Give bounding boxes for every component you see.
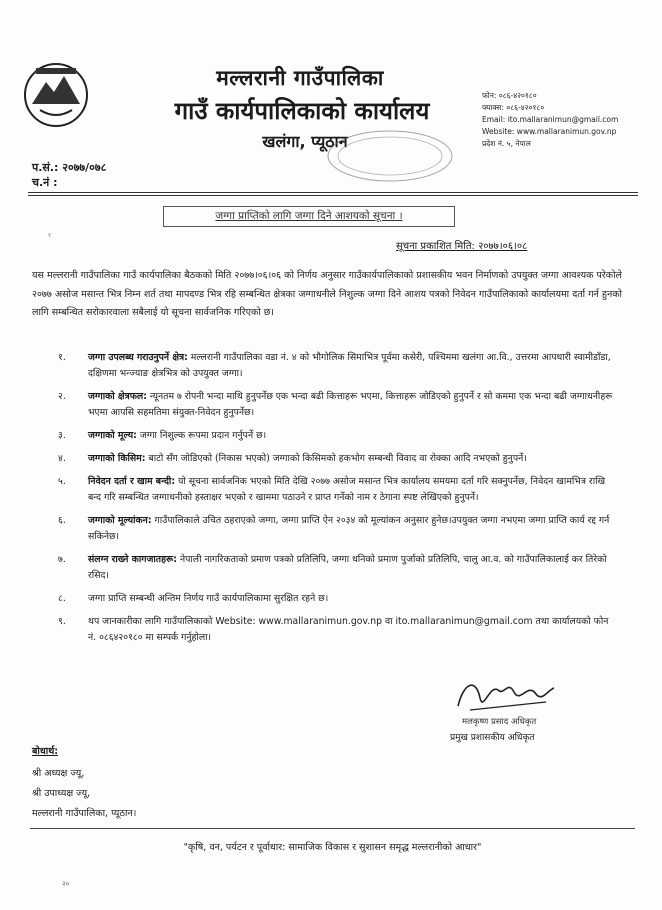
condition-lead: जग्गाको मूल्यांकन: [88, 515, 152, 526]
condition-lead: जग्गाको मूल्य: [88, 430, 137, 441]
notice-subject: जग्गा प्राप्तिको लागि जग्गा दिने आशयको सूचना । [163, 206, 455, 227]
header-title-office: गाउँ कार्यपालिकाको कार्यालय [174, 97, 430, 125]
dispatch-number: च.नं : [32, 176, 58, 189]
contact-website: Website: www.mallaranimun.gov.np [482, 127, 617, 136]
condition-lead: संलग्न राख्ने कागजातहरू: [88, 554, 177, 565]
municipality-logo [22, 62, 90, 128]
margin-mark: ˁ [48, 233, 52, 243]
notice-intro: यस मल्लरानी गाउँपालिका गाउँ कार्यपालिका बैठकको मिति २०७७।०६।०६ को निर्णय अनुसार गाउँकार्यपालिकाको प्रशासकीय भवन निर्माणको उपयुक्त जग्गा आवश्यक परेकोले २०७७ असोज मसान्त भित्र निम्न शर्त तथा मापदण्ड भित्र रहि सम्बन्धित क्षेत्रका जग्गाधनीले निशुल्क जग्गा दिने आशय पत्रको निवेदन गाउँपालिकाको कार्यालयमा दर्ता गर्न हुनको लागि सम्बन्धित सरोकारवाला सबैलाई यो सूचना सार्वजनिक गरिएको छ। [32, 270, 622, 318]
condition-lead: निवेदन दर्ता र खाम बन्दी: [88, 476, 176, 487]
condition-number: ६. [58, 515, 66, 526]
condition-text: जग्गा प्राप्ति सम्बन्धी अन्तिम निर्णय गाउँ कार्यपालिकामा सुरक्षित रहने छ। [88, 593, 329, 604]
condition-text: नेपाली नागरिकताको प्रमाण पत्रको प्रतिलिपि, जग्गा धनिको प्रमाण पुर्जाको प्रतिलिपि, चालु आ.व. को गाउँपालिकालाई कर तिरेको रसिद। [88, 554, 607, 581]
condition-item [58, 389, 618, 421]
page-mark: २० [62, 880, 70, 888]
condition-lead: जग्गा उपलब्ध गराउनुपर्ने क्षेत्र: [88, 352, 188, 363]
signatory-title: प्रमुख प्रशासकीय अधिकृत [450, 733, 535, 743]
condition-number: ४. [58, 453, 66, 464]
cc-line: मल्लरानी गाउँपालिका, प्यूठान। [32, 808, 137, 819]
footer-divider [30, 828, 635, 829]
header-divider-secondary [28, 195, 638, 196]
condition-lead: जग्गाको क्षेत्रफल: [88, 391, 147, 402]
condition-number: १. [58, 352, 66, 363]
contact-phone: फोन: ०८६-४२०१८० [482, 91, 537, 100]
header-divider [28, 192, 638, 193]
condition-number: ३. [58, 430, 66, 441]
condition-text: न्यूनतम ७ रोपनी भन्दा माथि हुनुपर्नेछ एक भन्दा बढी कित्ताहरू भएमा, कित्ताहरू जोडिएको हुनुपर्ने र सो कममा एक भन्दा बढी जग्गाधनीहरू भएमा आपसि सहमतिमा संयुक्त-निवेदन हुनुपर्नेछ। [88, 391, 613, 418]
conditions-list [58, 350, 618, 653]
header-title-municipality: मल्लरानी गाउँपालिका [216, 66, 384, 90]
signatory-name: मलकृष्ण प्रसाद अधिकृत [462, 717, 537, 727]
cc-heading: बोधार्थ: [32, 746, 59, 757]
contact-block [482, 90, 618, 150]
condition-number: २. [58, 391, 66, 402]
cc-line: श्री उपाध्यक्ष ज्यू, [32, 788, 91, 799]
condition-text: बाटो सँग जोडिएको (निकास भएको) जग्गाको किसिमको हकभोग सम्बन्धी विवाद वा रोक्का आदि नभएको हुनुपर्ने। [145, 453, 527, 464]
condition-text: गाउँपालिकाले उचित ठहराएको जग्गा, जग्गा प्राप्ति ऐन २०३४ को मूल्यांकन अनुसार हुनेछ।उपयुक्त जग्गा नभएमा जग्गा प्राप्ति कार्य रद्द गर्न सकिनेछ। [88, 515, 610, 542]
condition-item [58, 513, 618, 545]
handwritten-signature [450, 672, 560, 720]
condition-item [58, 474, 618, 506]
cc-line: श्री अध्यक्ष ज्यू, [32, 768, 85, 779]
condition-text: मल्लरानी गाउँपालिका वडा नं. ४ को भौगोलिक सिमाभित्र पूर्वमा कसेरी, पश्चिममा खलंगा आ.वि., उत्तरमा आपधारी स्वामीडाँडा, दक्षिणमा भन्ज्याङ क्षेत्रभित्र को उपयुक्त जग्गा। [88, 352, 611, 379]
condition-item [58, 614, 618, 646]
cc-list [32, 764, 136, 824]
condition-number: ५. [58, 476, 66, 487]
condition-item [58, 552, 618, 584]
condition-number: ८. [58, 593, 66, 604]
header-title-location: खलंगा, प्यूठान [262, 132, 348, 151]
footer-motto: "कृषि, वन, पर्यटन र पूर्वाधार: सामाजिक विकास र सुशासन समृद्ध मल्लरानीको आधार" [183, 842, 482, 853]
condition-lead: जग्गाको किसिम: [88, 453, 146, 464]
condition-text: यो सूचना सार्वजनिक भएको मिति देखि २०७७ असोज मसान्त भित्र कार्यालय समयमा दर्ता गरि सक्नुपर्नेछ, निवेदन खामभित्र राखि बन्द गरि सम्बन्धित जग्गाधनीको हस्ताक्षर भएको र खाममा पठाउने र प्राप्त गर्नेको नाम र ठेगाना स्पष्ट लेखिएको हुनुपर्ने। [88, 476, 606, 503]
contact-province: प्रदेश नं. ५, नेपाल [482, 139, 531, 148]
condition-item [58, 591, 618, 607]
reference-number: प.सं.: २०७७/०७८ [32, 161, 107, 174]
contact-email: Email: ito.mallaranimun@gmail.com [482, 115, 619, 124]
office-stamp [290, 128, 460, 184]
condition-text: थप जानकारीका लागि गाउँपालिकाको Website: www.mallaranimun.gov.np वा ito.mallaranimun@gmail.com तथा कार्यालयको फोन नं. ०८६४२०१८० मा सम्पर्क गर्नुहोला। [88, 616, 609, 643]
condition-item [58, 350, 618, 382]
published-date: सूचना प्रकाशित मिति: २०७७।०६।०८ [396, 241, 528, 252]
contact-fax: फ्याक्स: ०८६-४२०१८० [482, 103, 545, 112]
condition-number: ७. [58, 554, 66, 565]
condition-number: ९. [58, 616, 66, 627]
condition-text: जग्गा निशुल्क रूपमा प्रदान गर्नुपर्ने छ। [136, 430, 267, 441]
condition-item [58, 451, 618, 467]
condition-item [58, 428, 618, 444]
